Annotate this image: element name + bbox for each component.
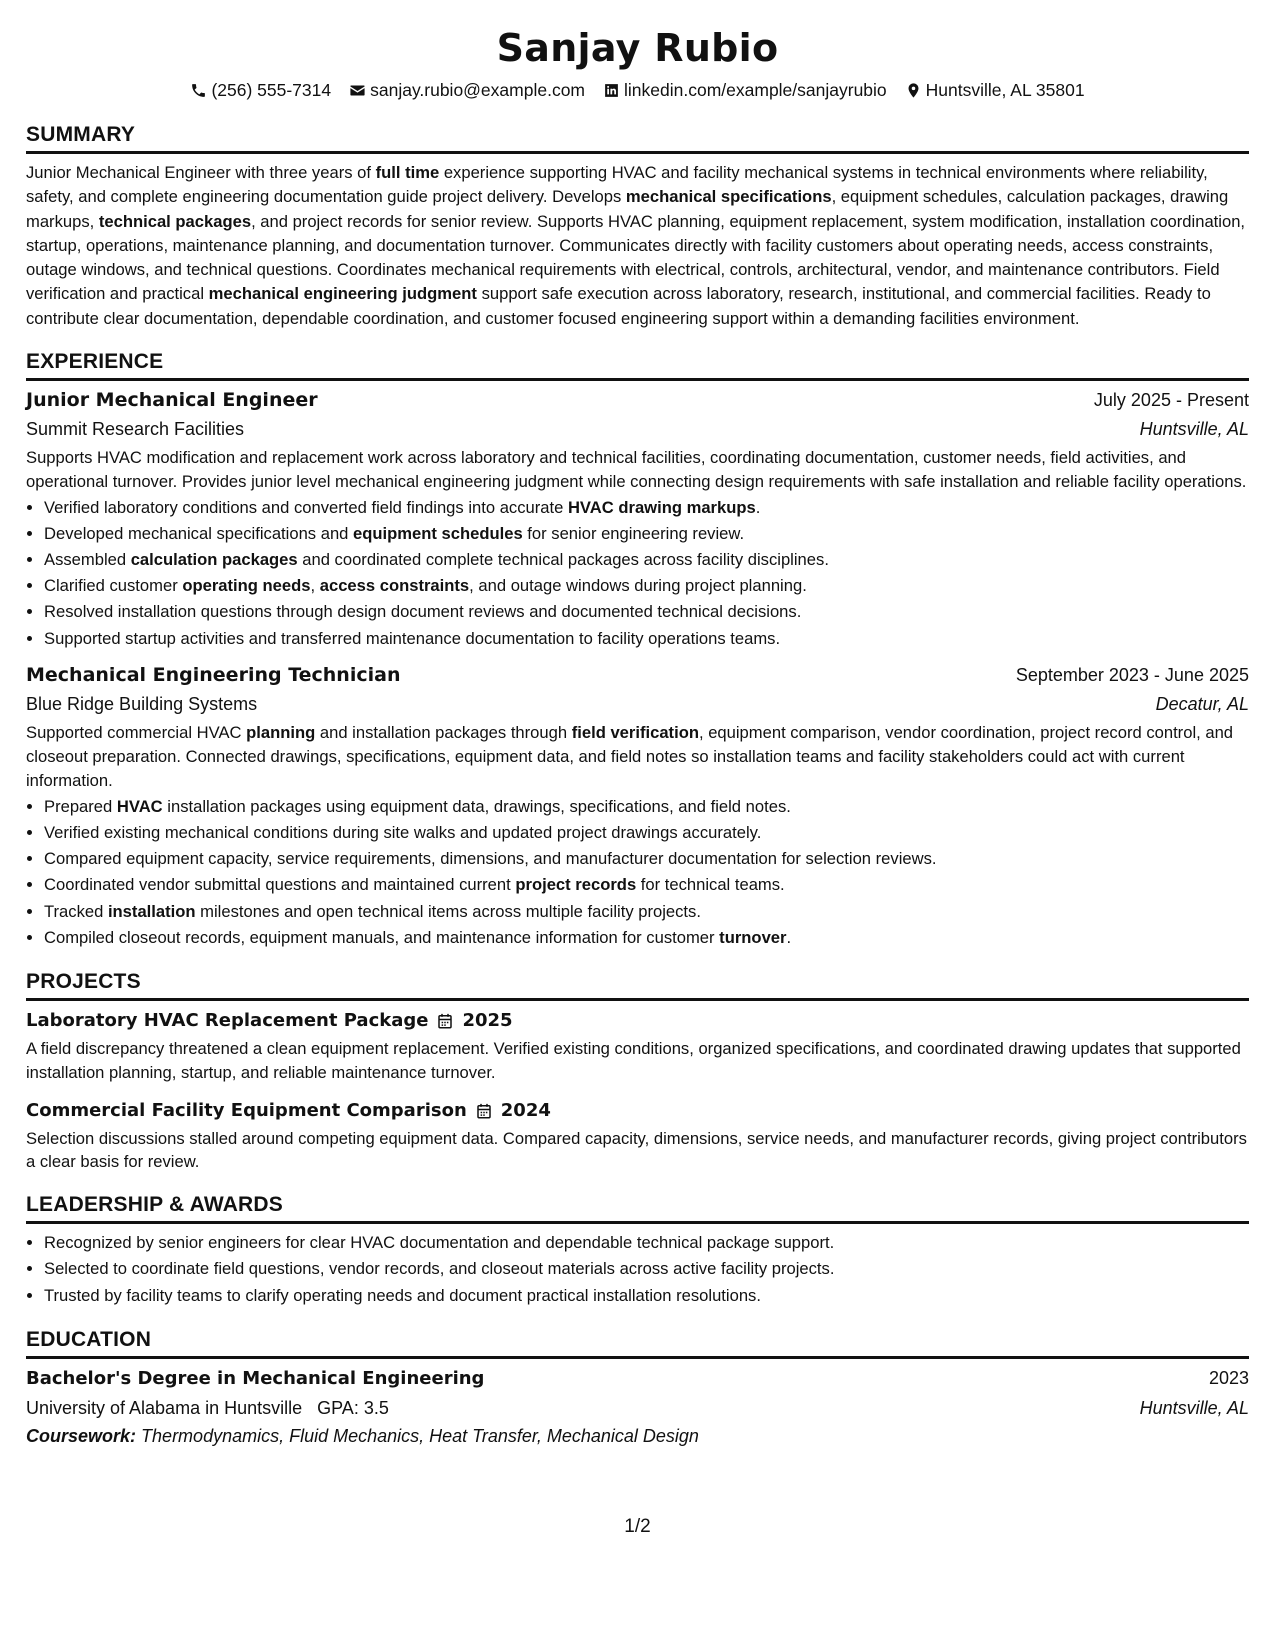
emphasis-text: turnover [719,927,787,947]
calendar-icon [475,1102,493,1120]
text-segment: and installation packages through [315,722,572,742]
gpa: GPA: 3.5 [317,1397,389,1418]
contact-location-text: Huntsville, AL 35801 [925,80,1085,100]
experience-entry [26,385,1249,652]
list-item [44,925,1249,951]
degree-year: 2023 [1208,1367,1249,1388]
contact-linkedin[interactable] [603,78,887,102]
text-segment: Verified laboratory conditions and converted field findings into accurate [44,497,568,517]
list-item [44,521,1249,547]
summary-section [26,122,1249,331]
list-item: • Selected to coordinate field questions, vendor records, and closeout materials across active facility projects. [44,1256,1249,1282]
list-item [44,573,1249,599]
role-company: Blue Ridge Building Systems [26,693,258,714]
project-year: 2025 [462,1010,513,1031]
candidate-name: Sanjay Rubio [496,26,779,70]
location-icon [905,82,922,99]
project-name: Commercial Facility Equipment Comparison [26,1099,467,1121]
role-location: Decatur, AL [1155,693,1249,714]
text-segment: Resolved installation questions through design document reviews and documented technical decisions. [44,602,802,622]
school-name: University of Alabama in Huntsville [26,1397,303,1418]
emphasis-text: calculation packages [130,550,298,570]
text-segment: , and outage windows during project planning. [469,576,807,596]
calendar-icon [436,1012,454,1030]
coursework-list: Thermodynamics, Fluid Mechanics, Heat Transfer, Mechanical Design [141,1425,699,1446]
school-location: Huntsville, AL [1139,1397,1249,1418]
school-line [26,1394,389,1422]
text-segment: Assembled [44,550,131,570]
role-date: July 2025 - Present [1093,390,1249,411]
text-segment: Compiled closeout records, equipment manuals, and maintenance information for customer [44,927,720,947]
role-date: September 2023 - June 2025 [1015,664,1249,685]
linkedin-icon [603,82,620,99]
contact-bar [26,78,1249,102]
leadership-bullets [26,1230,1249,1309]
project-name: Laboratory HVAC Replacement Package [26,1010,429,1031]
projects-section [26,969,1249,1174]
text-segment: Compared equipment capacity, service requirements, dimensions, and manufacturer documentation for selection reviews. [44,849,937,869]
email-icon [349,82,366,99]
emphasis-text: technical packages [98,211,252,231]
role-summary [26,721,1249,794]
project-description: A field discrepancy threatened a clean equipment replacement. Verified existing conditions, organized specifications, and coordinated drawing updates that supported installation planning, startup, and reliable maintenance turnover. [26,1039,1241,1082]
text-segment: Supported commercial HVAC [26,722,247,742]
text-segment: experience supporting HVAC and facility mechanical systems in technical environments where reliability, safety, and complete engineering documentation guide project delivery. Develops [26,163,1208,207]
list-item [44,599,1249,625]
text-segment: . [755,497,761,517]
project-year: 2024 [500,1099,551,1121]
emphasis-text: full time [375,163,440,182]
list-item [44,872,1249,898]
role-company: Summit Research Facilities [26,419,245,440]
emphasis-text: project records [515,875,637,895]
experience-section [26,349,1249,951]
contact-location [905,78,1085,102]
text-segment: milestones and open technical items across multiple facility projects. [195,901,701,921]
text-segment: , and project records for senior review. Supports HVAC planning, equipment replacement, system modification, installation coordination, startup, operations, maintenance planning, and documentation turnover. Communicates directly with facility customers about operating needs, access constraints, outage windows, and technical questions. Coordinates mechanical requirements with electrical, controls, architectural, vendor, and maintenance contributors. Field verification and practical [26,211,1246,304]
list-item: • Trusted by facility teams to clarify operating needs and document practical installation resolutions. [44,1283,1249,1309]
emphasis-text: equipment schedules [353,523,523,543]
emphasis-text: operating needs [182,576,311,596]
text-segment: Prepared [44,796,117,816]
emphasis-text: mechanical specifications [625,187,832,207]
role-title: Mechanical Engineering Technician [26,663,401,686]
text-segment: and coordinated complete technical packages across facility disciplines. [297,550,829,570]
contact-phone-text: (256) 555-7314 [211,80,332,100]
contact-email-text: sanjay.rubio@example.com [370,80,586,100]
emphasis-text: access constraints [319,576,470,596]
experience-entry [26,660,1249,951]
text-segment: Tracked [44,901,108,921]
role-bullets [26,495,1249,652]
emphasis-text: installation [107,901,196,921]
list-item [44,794,1249,820]
role-bullets [26,794,1249,951]
role-location: Huntsville, AL [1139,419,1249,440]
list-item [44,626,1249,652]
summary-heading: SUMMARY [26,122,1249,154]
leadership-heading: LEADERSHIP & AWARDS [26,1192,1249,1224]
text-segment: Supports HVAC modification and replacement work across laboratory and technical facilities, coordinating documentation, customer needs, field activities, and operational turnover. Provides junior level mechanical engineering judgment while connecting design requirements with safe installation and reliable facility operations. [26,448,1247,492]
contact-email[interactable] [349,78,585,102]
project-description: Selection discussions stalled around competing equipment data. Compared capacity, dimensions, service needs, and manufacturer records, giving project contributors a clear basis for review. [26,1128,1247,1172]
text-segment: installation packages using equipment data, drawings, specifications, and field notes. [162,796,791,816]
text-segment: Clarified customer [44,576,183,596]
text-segment: , equipment comparison, vendor coordination, project record control, and closeout preparation. Connected drawings, specifications, equipment data, and field notes so installation teams and facility stakeholders could act with current information. [26,722,1234,791]
coursework-label: Coursework: [26,1425,137,1446]
list-item [44,820,1249,846]
experience-heading: EXPERIENCE [26,349,1249,381]
role-summary [26,446,1249,495]
text-segment: , [310,576,320,596]
text-segment: Supported startup activities and transferred maintenance documentation to facility operations teams. [44,628,781,648]
coursework-line [26,1422,1249,1450]
project-entry [26,1097,1249,1175]
summary-text [26,161,1249,331]
text-segment: for technical teams. [636,875,785,895]
contact-linkedin-text: linkedin.com/example/sanjayrubio [624,80,887,100]
text-segment: support safe execution across laboratory, research, institutional, and commercial facilities. Ready to contribute clear documentation, dependable coordination, and customer focused engineering support within a demanding facilities environment. [26,284,1211,328]
list-item: • Recognized by senior engineers for clear HVAC documentation and dependable technical package support. [44,1230,1249,1256]
text-segment: Developed mechanical specifications and [44,523,354,543]
text-segment: Coordinated vendor submittal questions and maintained current [44,875,516,895]
phone-icon [190,82,207,99]
education-heading: EDUCATION [26,1327,1249,1359]
projects-heading: PROJECTS [26,969,1249,1001]
text-segment: . [786,927,792,947]
resume-page [26,22,1249,1450]
contact-phone[interactable] [190,78,331,102]
emphasis-text: HVAC drawing markups [567,497,756,517]
role-title: Junior Mechanical Engineer [26,389,318,412]
list-item [44,846,1249,872]
project-entry [26,1007,1249,1085]
text-segment: , equipment schedules, calculation packages, drawing markups, [26,187,1229,231]
emphasis-text: mechanical engineering judgment [208,284,477,304]
text-segment: Junior Mechanical Engineer with three years of [26,163,376,182]
text-segment: Verified existing mechanical conditions during site walks and updated project drawings accurately. [44,822,762,842]
degree-title: Bachelor's Degree in Mechanical Engineering [26,1367,485,1389]
text-segment: for senior engineering review. [522,523,745,543]
list-item [44,547,1249,573]
emphasis-text: planning [246,722,316,742]
page-number: 1/2 [624,1516,651,1537]
list-item [44,899,1249,925]
emphasis-text: field verification [571,722,699,742]
leadership-section [26,1192,1249,1309]
emphasis-text: HVAC [116,796,163,816]
list-item [44,495,1249,521]
education-section [26,1327,1249,1450]
